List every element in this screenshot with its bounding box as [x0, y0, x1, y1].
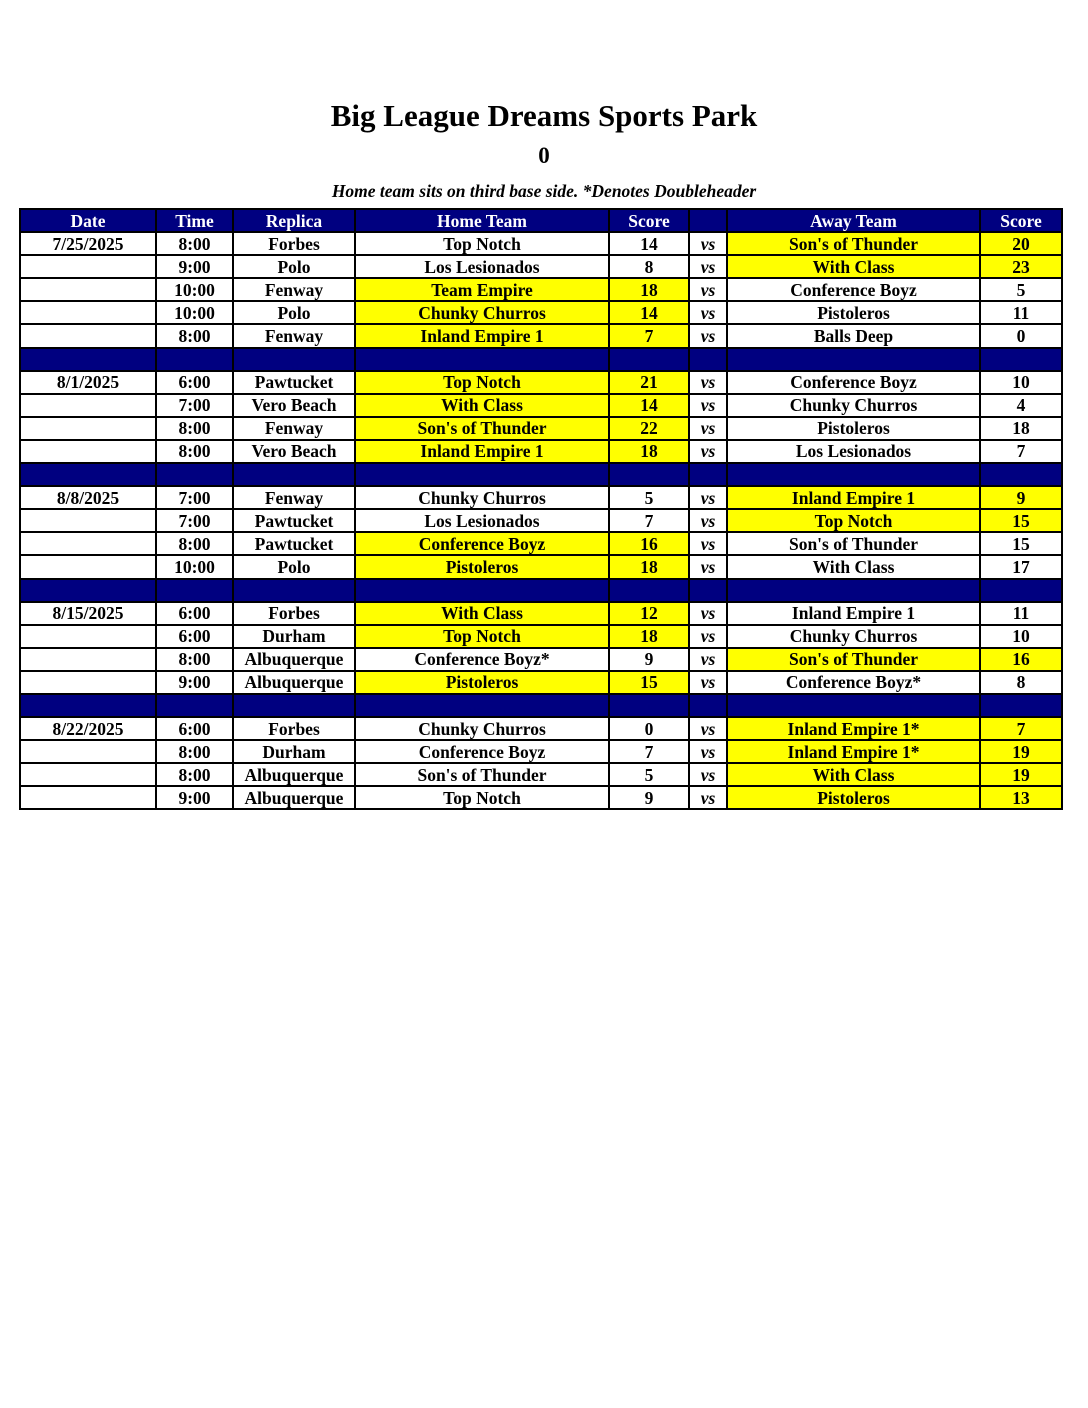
field-cell: Vero Beach — [233, 394, 355, 417]
away-score-cell: 23 — [980, 255, 1062, 278]
time-cell: 8:00 — [156, 648, 233, 671]
field-cell: Forbes — [233, 602, 355, 625]
game-row — [20, 740, 1062, 763]
home-team-cell: Chunky Churros — [355, 301, 609, 324]
away-score-cell: 20 — [980, 232, 1062, 255]
field-cell: Pawtucket — [233, 532, 355, 555]
game-row — [20, 763, 1062, 786]
separator-cell — [233, 579, 355, 602]
separator-cell — [727, 579, 980, 602]
schedule-body — [20, 232, 1062, 809]
field-cell: Polo — [233, 255, 355, 278]
date-cell — [20, 255, 156, 278]
away-team-cell: Inland Empire 1 — [727, 486, 980, 509]
home-team-cell: With Class — [355, 602, 609, 625]
date-cell — [20, 301, 156, 324]
game-row — [20, 371, 1062, 394]
field-cell: Albuquerque — [233, 671, 355, 694]
home-score-cell: 21 — [609, 371, 689, 394]
away-team-cell: Balls Deep — [727, 324, 980, 347]
vs-cell: vs — [689, 625, 727, 648]
time-cell: 9:00 — [156, 786, 233, 809]
separator-cell — [689, 348, 727, 371]
home-score-cell: 14 — [609, 232, 689, 255]
date-cell: 8/8/2025 — [20, 486, 156, 509]
date-cell: 8/15/2025 — [20, 602, 156, 625]
away-team-cell: Inland Empire 1* — [727, 717, 980, 740]
field-cell: Forbes — [233, 717, 355, 740]
game-row — [20, 301, 1062, 324]
time-cell: 8:00 — [156, 763, 233, 786]
date-cell: 8/22/2025 — [20, 717, 156, 740]
doubleheader-note: Home team sits on third base side. *Denotes Doubleheader — [331, 181, 757, 201]
date-cell — [20, 671, 156, 694]
game-row — [20, 625, 1062, 648]
vs-cell: vs — [689, 486, 727, 509]
separator-cell — [355, 694, 609, 717]
vs-cell: vs — [689, 786, 727, 809]
time-cell: 8:00 — [156, 324, 233, 347]
home-score-cell: 5 — [609, 763, 689, 786]
vs-cell: vs — [689, 324, 727, 347]
time-cell: 10:00 — [156, 301, 233, 324]
away-score-cell: 10 — [980, 371, 1062, 394]
home-score-cell: 5 — [609, 486, 689, 509]
time-cell: 7:00 — [156, 486, 233, 509]
away-score-cell: 19 — [980, 763, 1062, 786]
home-team-cell: Top Notch — [355, 371, 609, 394]
separator-cell — [689, 579, 727, 602]
game-row — [20, 324, 1062, 347]
away-team-cell: Conference Boyz — [727, 278, 980, 301]
field-cell: Albuquerque — [233, 786, 355, 809]
date-cell — [20, 278, 156, 301]
time-cell: 8:00 — [156, 440, 233, 463]
header-row — [20, 209, 1062, 232]
vs-cell: vs — [689, 648, 727, 671]
away-score-cell: 15 — [980, 509, 1062, 532]
separator-cell — [980, 463, 1062, 486]
date-cell — [20, 555, 156, 578]
home-team-cell: Inland Empire 1 — [355, 324, 609, 347]
time-cell: 6:00 — [156, 371, 233, 394]
date-cell — [20, 440, 156, 463]
col-header-away-team: Away Team — [727, 209, 980, 232]
field-cell: Forbes — [233, 232, 355, 255]
home-team-cell: Los Lesionados — [355, 509, 609, 532]
home-team-cell: Top Notch — [355, 232, 609, 255]
home-team-cell: With Class — [355, 394, 609, 417]
date-cell — [20, 648, 156, 671]
game-row — [20, 671, 1062, 694]
away-score-cell: 8 — [980, 671, 1062, 694]
separator-cell — [689, 463, 727, 486]
date-cell — [20, 740, 156, 763]
field-cell: Fenway — [233, 417, 355, 440]
home-team-cell: Son's of Thunder — [355, 763, 609, 786]
separator-cell — [233, 694, 355, 717]
away-team-cell: Son's of Thunder — [727, 232, 980, 255]
week-separator-row — [20, 348, 1062, 371]
vs-cell: vs — [689, 232, 727, 255]
home-team-cell: Conference Boyz — [355, 532, 609, 555]
home-team-cell: Los Lesionados — [355, 255, 609, 278]
away-team-cell: With Class — [727, 555, 980, 578]
separator-cell — [156, 694, 233, 717]
vs-cell: vs — [689, 394, 727, 417]
game-row — [20, 232, 1062, 255]
away-score-cell: 18 — [980, 417, 1062, 440]
home-team-cell: Top Notch — [355, 625, 609, 648]
game-row — [20, 786, 1062, 809]
away-team-cell: Inland Empire 1 — [727, 602, 980, 625]
away-team-cell: Chunky Churros — [727, 625, 980, 648]
home-team-cell: Pistoleros — [355, 555, 609, 578]
date-cell — [20, 532, 156, 555]
separator-cell — [20, 348, 156, 371]
separator-cell — [980, 348, 1062, 371]
time-cell: 10:00 — [156, 555, 233, 578]
away-score-cell: 13 — [980, 786, 1062, 809]
time-cell: 9:00 — [156, 671, 233, 694]
away-score-cell: 5 — [980, 278, 1062, 301]
home-score-cell: 14 — [609, 301, 689, 324]
separator-cell — [980, 694, 1062, 717]
home-score-cell: 16 — [609, 532, 689, 555]
game-row — [20, 555, 1062, 578]
week-separator-row — [20, 694, 1062, 717]
date-cell — [20, 324, 156, 347]
away-score-cell: 17 — [980, 555, 1062, 578]
vs-cell: vs — [689, 417, 727, 440]
separator-cell — [609, 348, 689, 371]
game-row — [20, 417, 1062, 440]
home-score-cell: 7 — [609, 509, 689, 532]
away-team-cell: Inland Empire 1* — [727, 740, 980, 763]
away-score-cell: 10 — [980, 625, 1062, 648]
separator-cell — [727, 463, 980, 486]
time-cell: 7:00 — [156, 394, 233, 417]
col-header-replica: Replica — [233, 209, 355, 232]
away-team-cell: Son's of Thunder — [727, 532, 980, 555]
separator-cell — [233, 348, 355, 371]
separator-cell — [689, 694, 727, 717]
away-score-cell: 7 — [980, 440, 1062, 463]
field-cell: Vero Beach — [233, 440, 355, 463]
time-cell: 7:00 — [156, 509, 233, 532]
col-header-away-score: Score — [980, 209, 1062, 232]
home-score-cell: 8 — [609, 255, 689, 278]
separator-cell — [20, 579, 156, 602]
away-team-cell: Top Notch — [727, 509, 980, 532]
time-cell: 6:00 — [156, 602, 233, 625]
vs-cell: vs — [689, 440, 727, 463]
col-header-home-team: Home Team — [355, 209, 609, 232]
home-score-cell: 9 — [609, 648, 689, 671]
time-cell: 9:00 — [156, 255, 233, 278]
time-cell: 8:00 — [156, 417, 233, 440]
col-header-home-score: Score — [609, 209, 689, 232]
game-row — [20, 509, 1062, 532]
field-cell: Polo — [233, 301, 355, 324]
vs-cell: vs — [689, 532, 727, 555]
home-team-cell: Conference Boyz — [355, 740, 609, 763]
home-score-cell: 22 — [609, 417, 689, 440]
date-cell — [20, 763, 156, 786]
home-team-cell: Chunky Churros — [355, 486, 609, 509]
vs-cell: vs — [689, 671, 727, 694]
game-row — [20, 717, 1062, 740]
date-cell — [20, 417, 156, 440]
vs-cell: vs — [689, 301, 727, 324]
away-score-cell: 19 — [980, 740, 1062, 763]
away-team-cell: Son's of Thunder — [727, 648, 980, 671]
away-team-cell: Pistoleros — [727, 786, 980, 809]
date-cell — [20, 509, 156, 532]
home-score-cell: 9 — [609, 786, 689, 809]
home-team-cell: Chunky Churros — [355, 717, 609, 740]
away-team-cell: With Class — [727, 255, 980, 278]
separator-cell — [609, 579, 689, 602]
field-cell: Pawtucket — [233, 509, 355, 532]
vs-cell: vs — [689, 602, 727, 625]
field-cell: Albuquerque — [233, 648, 355, 671]
away-team-cell: Chunky Churros — [727, 394, 980, 417]
game-row — [20, 394, 1062, 417]
separator-cell — [727, 348, 980, 371]
game-row — [20, 602, 1062, 625]
vs-cell: vs — [689, 371, 727, 394]
away-team-cell: Pistoleros — [727, 417, 980, 440]
vs-cell: vs — [689, 717, 727, 740]
away-team-cell: Conference Boyz — [727, 371, 980, 394]
home-score-cell: 15 — [609, 671, 689, 694]
separator-cell — [355, 463, 609, 486]
away-score-cell: 0 — [980, 324, 1062, 347]
away-score-cell: 15 — [980, 532, 1062, 555]
field-cell: Pawtucket — [233, 371, 355, 394]
schedule-table — [19, 208, 1063, 810]
away-score-cell: 11 — [980, 301, 1062, 324]
week-separator-row — [20, 579, 1062, 602]
home-team-cell: Inland Empire 1 — [355, 440, 609, 463]
away-team-cell: With Class — [727, 763, 980, 786]
date-cell: 7/25/2025 — [20, 232, 156, 255]
separator-cell — [156, 579, 233, 602]
week-separator-row — [20, 463, 1062, 486]
date-cell — [20, 394, 156, 417]
home-score-cell: 7 — [609, 324, 689, 347]
separator-cell — [355, 579, 609, 602]
field-cell: Fenway — [233, 278, 355, 301]
game-row — [20, 486, 1062, 509]
game-row — [20, 648, 1062, 671]
separator-cell — [609, 694, 689, 717]
separator-cell — [233, 463, 355, 486]
time-cell: 6:00 — [156, 625, 233, 648]
home-score-cell: 12 — [609, 602, 689, 625]
home-team-cell: Top Notch — [355, 786, 609, 809]
field-cell: Durham — [233, 740, 355, 763]
page-title: Big League Dreams Sports Park — [330, 98, 758, 133]
home-score-cell: 18 — [609, 440, 689, 463]
separator-cell — [156, 463, 233, 486]
home-score-cell: 0 — [609, 717, 689, 740]
away-score-cell: 9 — [980, 486, 1062, 509]
away-score-cell: 11 — [980, 602, 1062, 625]
home-score-cell: 18 — [609, 625, 689, 648]
separator-cell — [355, 348, 609, 371]
date-cell — [20, 786, 156, 809]
separator-cell — [727, 694, 980, 717]
vs-cell: vs — [689, 740, 727, 763]
separator-cell — [20, 463, 156, 486]
time-cell: 6:00 — [156, 717, 233, 740]
col-header-time: Time — [156, 209, 233, 232]
away-score-cell: 16 — [980, 648, 1062, 671]
away-team-cell: Pistoleros — [727, 301, 980, 324]
vs-cell: vs — [689, 509, 727, 532]
vs-cell: vs — [689, 555, 727, 578]
vs-cell: vs — [689, 763, 727, 786]
time-cell: 8:00 — [156, 232, 233, 255]
page-subtitle: 0 — [538, 143, 550, 168]
home-team-cell: Conference Boyz* — [355, 648, 609, 671]
separator-cell — [20, 694, 156, 717]
home-team-cell: Son's of Thunder — [355, 417, 609, 440]
field-cell: Durham — [233, 625, 355, 648]
vs-cell: vs — [689, 255, 727, 278]
vs-cell: vs — [689, 278, 727, 301]
home-score-cell: 18 — [609, 555, 689, 578]
away-team-cell: Los Lesionados — [727, 440, 980, 463]
time-cell: 8:00 — [156, 740, 233, 763]
col-header-date: Date — [20, 209, 156, 232]
date-cell: 8/1/2025 — [20, 371, 156, 394]
game-row — [20, 440, 1062, 463]
home-score-cell: 14 — [609, 394, 689, 417]
date-cell — [20, 625, 156, 648]
home-team-cell: Pistoleros — [355, 671, 609, 694]
separator-cell — [609, 463, 689, 486]
separator-cell — [980, 579, 1062, 602]
field-cell: Fenway — [233, 486, 355, 509]
time-cell: 8:00 — [156, 532, 233, 555]
away-score-cell: 4 — [980, 394, 1062, 417]
game-row — [20, 278, 1062, 301]
field-cell: Albuquerque — [233, 763, 355, 786]
game-row — [20, 532, 1062, 555]
field-cell: Fenway — [233, 324, 355, 347]
home-team-cell: Team Empire — [355, 278, 609, 301]
game-row — [20, 255, 1062, 278]
col-header-vs — [689, 209, 727, 232]
separator-cell — [156, 348, 233, 371]
away-team-cell: Conference Boyz* — [727, 671, 980, 694]
home-score-cell: 7 — [609, 740, 689, 763]
away-score-cell: 7 — [980, 717, 1062, 740]
time-cell: 10:00 — [156, 278, 233, 301]
home-score-cell: 18 — [609, 278, 689, 301]
field-cell: Polo — [233, 555, 355, 578]
